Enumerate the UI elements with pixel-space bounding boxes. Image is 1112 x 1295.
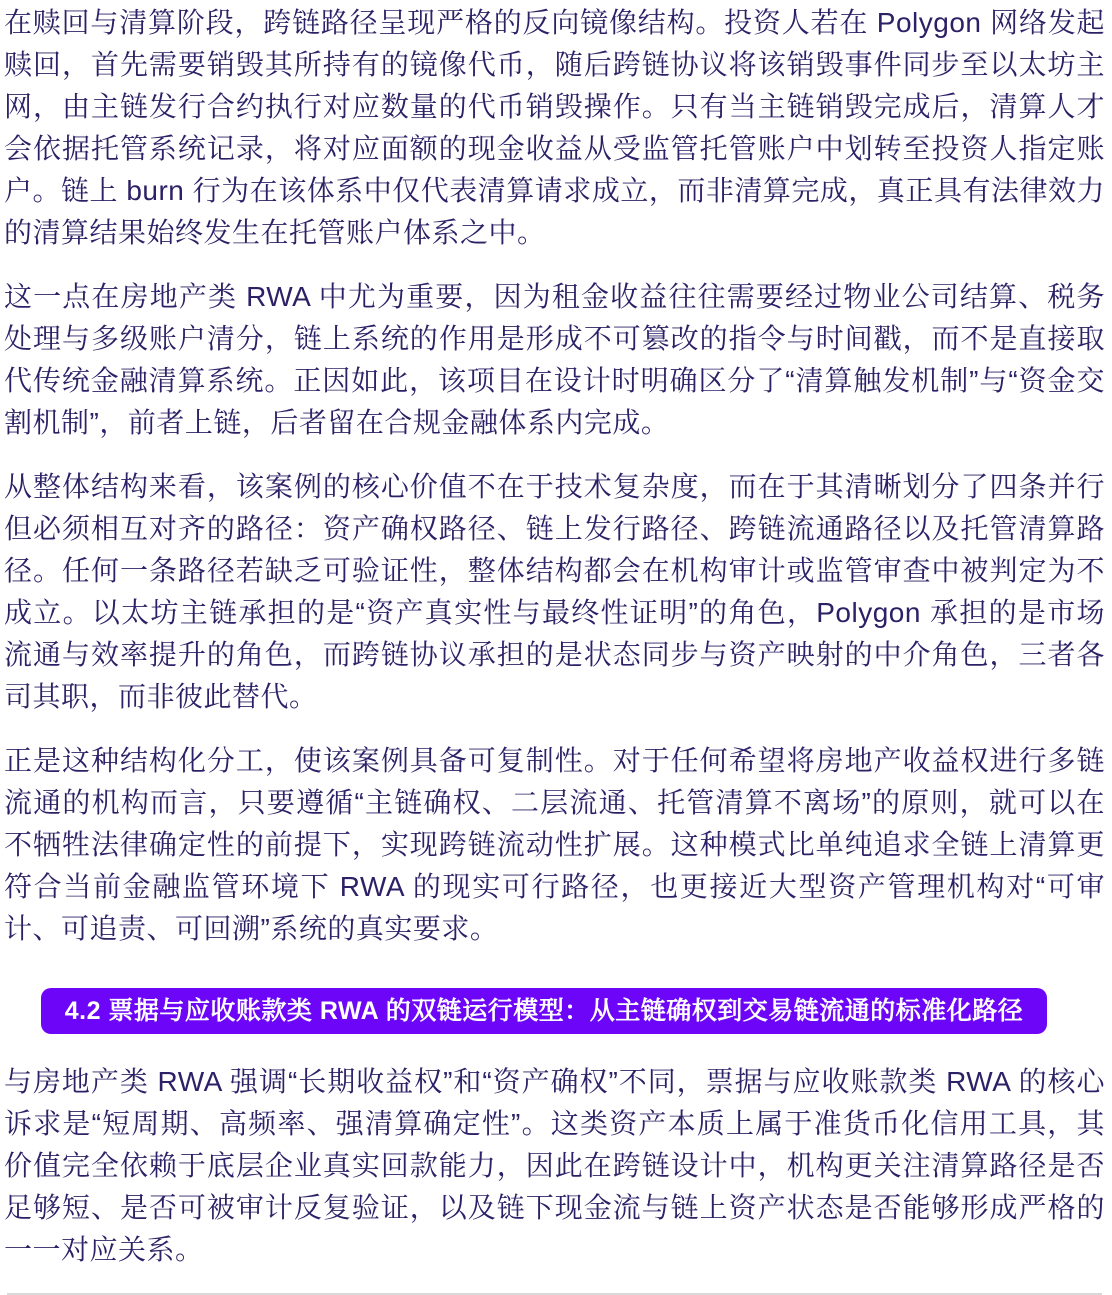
- paragraph-receivables-rwa: 与房地产类 RWA 强调“长期收益权”和“资产确权”不同，票据与应收账款类 RWA 的核心诉求是“短周期、高频率、强清算确定性”。这类资产本质上属于准货币化信用工具，其价值完全依赖于底层企业真实回款能力，因此在跨链设计中，机构更关注清算路径是否足够短、是否可被审计反复验证，以及链下现金流与链上资产状态是否能够形成严格的一一对应关系。: [4, 1066, 1105, 1265]
- paragraph-overall-structure: 从整体结构来看，该案例的核心价值不在于技术复杂度，而在于其清晰划分了四条并行但必须相互对齐的路径：资产确权路径、链上发行路径、跨链流通路径以及托管清算路径。任何一条路径若缺乏可验证性，整体结构都会在机构审计或监管审查中被判定为不成立。以太坊主链承担的是“资产真实性与最终性证明”的角色，Polygon 承担的是市场流通与效率提升的角色，而跨链协议承担的是状态同步与资产映射的中介角色，三者各司其职，而非彼此替代。: [4, 471, 1105, 712]
- paragraph-real-estate-importance: 这一点在房地产类 RWA 中尤为重要，因为租金收益往往需要经过物业公司结算、税务处理与多级账户清分，链上系统的作用是形成不可篡改的指令与时间戳，而不是直接取代传统金融清算系统。正因如此，该项目在设计时明确区分了“清算触发机制”与“资金交割机制”，前者上链，后者留在合规金融体系内完成。: [4, 281, 1105, 438]
- paragraph-redemption-liquidation: 在赎回与清算阶段，跨链路径呈现严格的反向镜像结构。投资人若在 Polygon 网络发起赎回，首先需要销毁其所持有的镜像代币，随后跨链协议将该销毁事件同步至以太坊主网，由主链发行合约执行对应数量的代币销毁操作。只有当主链销毁完成后，清算人才会依据托管系统记录，将对应面额的现金收益从受监管托管账户中划转至投资人指定账户。链上 burn 行为在该体系中仅代表清算请求成立，而非清算完成，真正具有法律效力的清算结果始终发生在托管账户体系之中。: [4, 7, 1105, 248]
- paragraph-replicability: 正是这种结构化分工，使该案例具备可复制性。对于任何希望将房地产收益权进行多链流通的机构而言，只要遵循“主链确权、二层流通、托管清算不离场”的原则，就可以在不牺牲法律确定性的前提下，实现跨链流动性扩展。这种模式比单纯追求全链上清算更符合当前金融监管环境下 RWA 的现实可行路径，也更接近大型资产管理机构对“可审计、可追责、可回溯”系统的真实要求。: [4, 745, 1105, 944]
- section-heading-4-2: 4.2 票据与应收账款类 RWA 的双链运行模型：从主链确权到交易链流通的标准化路径: [41, 988, 1047, 1034]
